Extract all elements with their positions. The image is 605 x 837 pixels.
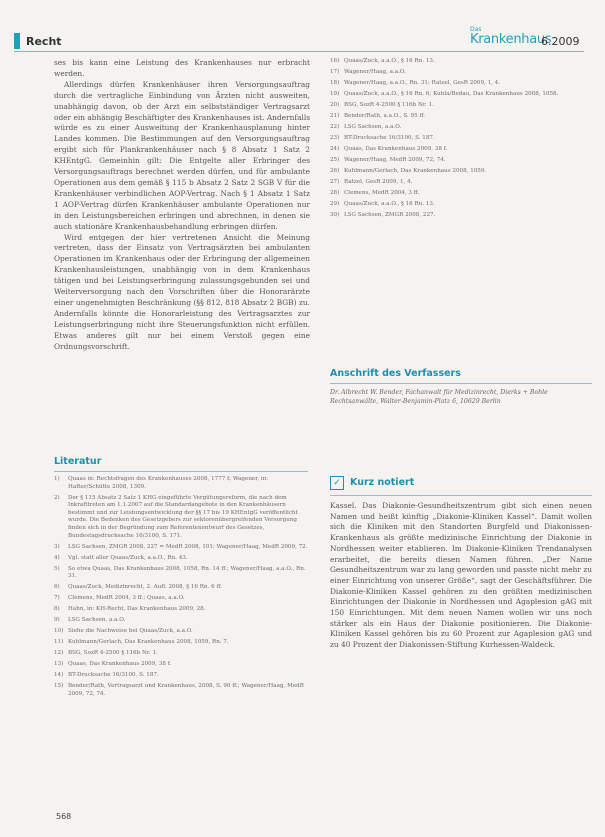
author-address-heading: Anschrift des Verfassers [330,368,461,379]
reference-item: 3) LSG Sachsen, ZMGR 2008, 227 = MedR 2008, 101; Wagener/Haag, MedR 2009, 72. [54,543,308,550]
news-paragraph: Kassel. Das Diakonie-Gesundheitszentrum gibt sich einen neuen Namen und heißt künftig „Diakonie-Kliniken Kassel“. Damit wollen sich die Kliniken mit den Standorten Burgfeld und Diakonissen-Krankenhaus als größte medizinische Einrichtung der Diakonie in Nordhessen weiter etablieren. Im Diakonie-Kliniken Trendanalysen erarbeitet, die bereits diesen Namen führen. „Der Name Gesundheitszentrum war zu lang geworden und passte nicht mehr zu einer Einrichtung von unserer Größe“, sagt der Geschäftsführer. Die Diakonie-Kliniken Kassel gehören zu den größten medizinischen Einrichtungen der Diakonie in Nordhessen und Agaplesion gAG mit 150 Einrichtungen. Mit dem neuen Namen wollen wir uns noch stärker als ein Haus der Diakonie positionieren. Die Diakonie-Kliniken Kassel gehören bis zu 60 Prozent zur Agaplesion gAG und zu 40 Prozent der Diakonissen-Stiftung Kurhessen-Waldeck. [330,501,592,650]
reference-item: 19) Quaas/Zuck, a.a.O., § 16 Rn. 6; Kuhla/Bedau, Das Krankenhaus 2008, 1058. [330,90,559,97]
left-column-body [54,58,310,352]
news-divider [330,495,592,496]
logo-small-text: Das [470,26,482,33]
section-title: Recht [26,35,62,48]
reference-item: 24) Quaas, Das Krankenhaus 2009, 38 f. [330,145,448,152]
reference-item: 4) Vgl. statt aller Quaas/Zuck, a.a.O., Rn. 43. [54,554,188,561]
header-divider [14,51,584,52]
reference-item: 16) Quaas/Zuck, a.a.O., § 16 Rn. 13. [330,58,435,64]
reference-item: 8) Hahn, in: KH-Recht, Das Krankenhaus 2009, 28. [54,606,206,613]
reference-item: 28) Clemens, MedR 2004, 3 ff. [330,189,420,196]
reference-item: 18) Wagener/Haag, a.a.O., Rn. 31; Ratzel, GesR 2009, 1, 4. [330,79,501,86]
literature-divider [54,471,308,472]
reference-item: 11) Kuhlmann/Gerlach, Das Krankenhaus 2008, 1059, Rn. 7. [54,639,229,645]
news-box-header [330,474,592,492]
news-body [330,501,592,651]
author-address: Dr. Albrecht W. Bender, Fachanwalt für Medizinrecht, Dierks + Bohle Rechtsanwälte, Walter-Benjamin-Platz 6, 10629 Berlin [330,389,548,405]
logo-big-text: Krankenhaus [470,32,552,47]
issue-number: 6.2009 [541,35,580,48]
address-divider [330,383,592,384]
literature-heading: Literatur [54,456,102,467]
reference-item: 27) Ratzel, GesR 2009, 1, 4. [330,178,413,185]
reference-item: 21) Bender/Rath, a.a.O., S. 95 ff. [330,112,426,119]
news-heading: Kurz notiert [350,477,415,488]
reference-item: 12) BSG, SozR 4-2500 § 116b Nr. 1. [54,649,158,656]
reference-item: 9) LSG Sachsen, a.a.O. [54,617,126,624]
reference-item: 23) BT-Drucksache 16/3100, S. 187. [330,134,435,141]
reference-item: 17) Wagener/Haag, a.a.O. [330,68,406,75]
reference-item: 30) LSG Sachsen, ZMGR 2008, 227. [330,211,436,218]
reference-item: 2) Der § 115 Absatz 2 Satz 1 KHG eingeführte Vergütungsreform, die nach dem Inkrafttreten am 1.1.2007 auf die Standardangebote in den Krankenhäusern bestimmt und zur Leistungsentwicklung der §§ 17 bis 19 KHEntgG veröffentlicht wurde. Die Bedenken des Gesetzgebers zur sektorenübergreifenden Versorgung finden sich in der Begründung zum Referentenentwurf des Gesetzes, Bundestagsdrucksache 16/3100, S. 171. [54,494,298,539]
reference-item: 14) BT-Drucksache 16/3100, S. 187. [54,671,159,678]
reference-item: 6) Quaas/Zuck, Medizinrecht, 2. Aufl. 2008, § 16 Rn. 6 ff. [54,584,223,591]
journal-logo [470,26,551,47]
reference-item: 29) Quaas/Zuck, a.a.O., § 16 Rn. 13. [330,200,435,207]
reference-item: 10) Siehe die Nachweise bei Quaas/Zuck, a.a.O. [54,628,193,635]
paragraph: Allerdings dürfen Krankenhäuser ihren Versorgungsauftrag durch die vertragliche Einbindung von Ärzten nicht ausweiten, unabhängig davon, ob der Arzt ein selbstständiger Vertragsarzt oder ein abhängig Beschäftigter des Krankenhauses ist. Andernfalls würde es zu einer Ausweitung der Krankenhausplanung hinter Landes kommen. Die Bestimmungen auf den Versorgungsauftrag ergibt sich für Plankrankenhäuser nach § 8 Absatz 1 Satz 2 KHEntgG. Gemeinhin gilt: Die Entgelte aller Erbringer des Versorgungsauftrags berechnet werden dürfen, und für ambulante Operationen aus dem gemäß § 115 b Absatz 2 Satz 2 SGB V für die Krankenhäuser verbindlichen AOP-Vertrag. Nach § 1 Absatz 1 Satz 1 AOP-Vertrag dürfen Krankenhäuser ambulante Operationen nur in den Leistungsbereichen erbringen und abrechnen, in denen sie auch stationäre Krankenhausbehandlung erbringen dürfen. [54,79,310,231]
reference-item: 13) Quaas, Das Krankenhaus 2009, 38 f. [54,660,172,667]
reference-item: 7) Clemens, MedR 2004, 3 ff.; Quaas, a.a.O. [54,595,185,602]
page-number: 568 [56,812,72,821]
reference-item: 26) Kuhlmann/Gerlach, Das Krankenhaus 2008, 1059. [330,167,487,174]
section-marker [14,33,20,49]
reference-item: 1) Quaas in: Rechtsfragen des Krankenhauses 2008, 1777 f; Wagener, in: Hafter/Schütte 2008, 1309. [54,476,269,490]
reference-item: 20) BSG, SozR 4-2500 § 116b Nr. 1. [330,101,434,108]
paragraph: ses bis kann eine Leistung des Krankenhauses nur erbracht werden. [54,58,310,78]
references-left [54,476,308,702]
reference-item: 15) Bender/Rath, Vertragsarzt und Krankenhaus, 2008, S. 90 ff.; Wagener/Haag, MedR 2009, 72, 74. [54,682,304,697]
checkmark-icon: ✓ [330,476,344,490]
references-right [330,58,592,223]
reference-item: 22) LSG Sachsen, a.a.O. [330,123,402,130]
paragraph: Wird entgegen der hier vertretenen Ansicht die Meinung vertreten, dass der Einsatz von Vertragsärzten bei ambulanten Operationen im Krankenhaus oder der Erbringung der allgemeinen Krankenhausleistungen, unabhängig von in dem Krankenhaus tätigen und bei Leistungserbringung zulassungsgebunden sei und Weiterversorgung nach den Vorschriften über die Honorarärzte einer ungenehmigten Beschränkung (§§ 812, 818 Absatz 2 BGB) zu. Andernfalls könnte die Honorarleistung des Vertragsarztes zur Leistungserbringung nicht ihre Steuerungsfunktion nicht erfüllen. Etwas anderes gilt nur bei einem Verstoß gegen eine Ordnungsvorschrift. [54,232,310,351]
reference-item: 5) So etwa Quaas, Das Krankenhaus 2008, 1058, Rn. 14 ff.; Wagener/Haag, a.a.O., Rn. 31. [54,565,306,580]
reference-item: 25) Wagener/Haag, MedR 2009, 72, 74. [330,156,446,163]
